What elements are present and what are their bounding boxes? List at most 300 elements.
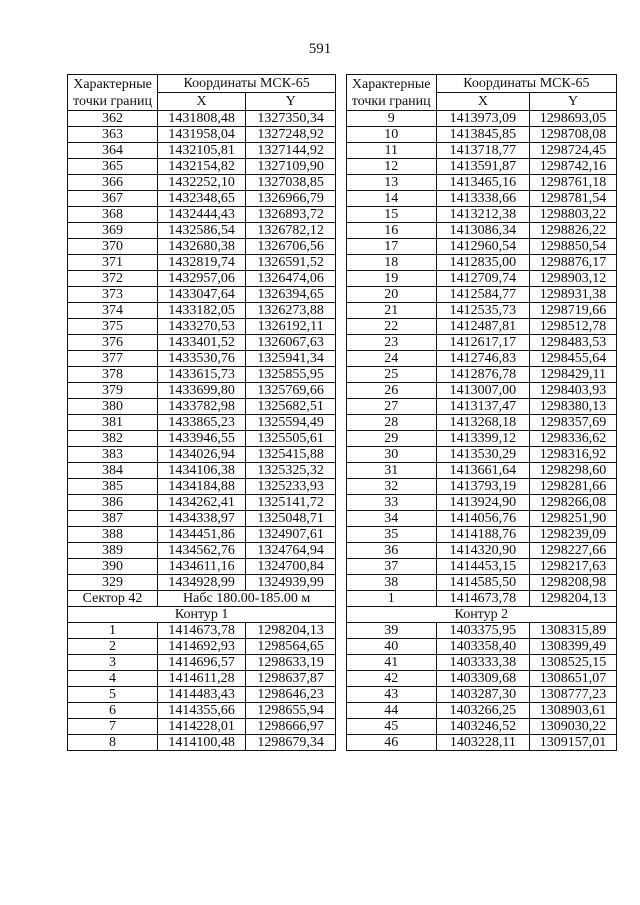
y-coordinate: 1325415,88 <box>246 447 336 463</box>
column-separator <box>336 351 346 367</box>
x-coordinate: 1433865,23 <box>158 415 246 431</box>
y-coordinate: 1327144,92 <box>246 143 336 159</box>
table-row <box>68 639 617 655</box>
x-coordinate: 1431958,04 <box>158 127 246 143</box>
y-coordinate: 1298512,78 <box>530 319 617 335</box>
column-separator <box>336 383 346 399</box>
column-separator <box>336 607 346 623</box>
column-separator <box>336 191 346 207</box>
y-coordinate: 1298693,05 <box>530 111 617 127</box>
x-coordinate: 1403228,11 <box>436 735 529 751</box>
y-coordinate: 1327038,85 <box>246 175 336 191</box>
point-number: 374 <box>68 303 158 319</box>
point-number: 25 <box>346 367 436 383</box>
y-coordinate: 1308399,49 <box>530 639 617 655</box>
point-number: 41 <box>346 655 436 671</box>
column-separator <box>336 111 346 127</box>
y-header-left: Y <box>246 93 336 111</box>
point-number: 46 <box>346 735 436 751</box>
point-number: 29 <box>346 431 436 447</box>
y-coordinate: 1298266,08 <box>530 495 617 511</box>
y-coordinate: 1298931,38 <box>530 287 617 303</box>
x-coordinate: 1434184,88 <box>158 479 246 495</box>
y-coordinate: 1298239,09 <box>530 527 617 543</box>
y-coordinate: 1298679,34 <box>246 735 336 751</box>
y-coordinate: 1326067,63 <box>246 335 336 351</box>
x-coordinate: 1413338,66 <box>436 191 529 207</box>
point-number: 43 <box>346 687 436 703</box>
point-number: 27 <box>346 399 436 415</box>
points-header-right: Характерные точки границ <box>346 75 436 111</box>
x-coordinate: 1433270,53 <box>158 319 246 335</box>
y-coordinate: 1326893,72 <box>246 207 336 223</box>
contour-row <box>68 607 617 623</box>
y-coordinate: 1326591,52 <box>246 255 336 271</box>
y-coordinate: 1298850,54 <box>530 239 617 255</box>
y-coordinate: 1298655,94 <box>246 703 336 719</box>
point-number: 389 <box>68 543 158 559</box>
point-number: 371 <box>68 255 158 271</box>
point-number: 378 <box>68 367 158 383</box>
points-header-left: Характерные точки границ <box>68 75 158 111</box>
point-number: 14 <box>346 191 436 207</box>
column-separator <box>336 255 346 271</box>
point-number: 36 <box>346 543 436 559</box>
table-row <box>68 495 617 511</box>
point-number: 370 <box>68 239 158 255</box>
column-separator <box>336 655 346 671</box>
table-row <box>68 335 617 351</box>
x-header-right: X <box>436 93 529 111</box>
table-row <box>68 703 617 719</box>
y-coordinate: 1325941,34 <box>246 351 336 367</box>
point-number: 363 <box>68 127 158 143</box>
point-number: 18 <box>346 255 436 271</box>
column-separator <box>336 159 346 175</box>
column-separator <box>336 415 346 431</box>
column-separator <box>336 287 346 303</box>
x-coordinate: 1434026,94 <box>158 447 246 463</box>
y-coordinate: 1308777,23 <box>530 687 617 703</box>
point-number: 379 <box>68 383 158 399</box>
point-number: 38 <box>346 575 436 591</box>
point-number: 30 <box>346 447 436 463</box>
column-separator <box>336 463 346 479</box>
x-coordinate: 1431808,48 <box>158 111 246 127</box>
point-number: 376 <box>68 335 158 351</box>
column-separator <box>336 495 346 511</box>
x-coordinate: 1413845,85 <box>436 127 529 143</box>
coordinates-table <box>67 74 617 751</box>
y-coordinate: 1298483,53 <box>530 335 617 351</box>
y-coordinate: 1298876,17 <box>530 255 617 271</box>
column-separator <box>336 543 346 559</box>
x-coordinate: 1414100,48 <box>158 735 246 751</box>
x-coordinate: 1434262,41 <box>158 495 246 511</box>
y-coordinate: 1298633,19 <box>246 655 336 671</box>
x-coordinate: 1414483,43 <box>158 687 246 703</box>
point-number: 367 <box>68 191 158 207</box>
y-coordinate: 1298227,66 <box>530 543 617 559</box>
x-coordinate: 1414673,78 <box>436 591 529 607</box>
table-row <box>68 415 617 431</box>
column-separator <box>336 335 346 351</box>
table-row <box>68 511 617 527</box>
point-number: 390 <box>68 559 158 575</box>
table-row <box>68 207 617 223</box>
x-coordinate: 1434106,38 <box>158 463 246 479</box>
x-coordinate: 1413793,19 <box>436 479 529 495</box>
table-row <box>68 527 617 543</box>
y-coordinate: 1298204,13 <box>530 591 617 607</box>
x-coordinate: 1414188,76 <box>436 527 529 543</box>
point-number: 380 <box>68 399 158 415</box>
table-row <box>68 143 617 159</box>
point-number: 16 <box>346 223 436 239</box>
table-row <box>68 463 617 479</box>
x-coordinate: 1414355,66 <box>158 703 246 719</box>
y-coordinate: 1324764,94 <box>246 543 336 559</box>
y-coordinate: 1325769,66 <box>246 383 336 399</box>
x-coordinate: 1413007,00 <box>436 383 529 399</box>
column-separator <box>336 671 346 687</box>
table-row <box>68 719 617 735</box>
x-coordinate: 1403309,68 <box>436 671 529 687</box>
table-row <box>68 559 617 575</box>
x-coordinate: 1433182,05 <box>158 303 246 319</box>
column-separator <box>336 175 346 191</box>
x-coordinate: 1403287,30 <box>436 687 529 703</box>
y-coordinate: 1325594,49 <box>246 415 336 431</box>
table-body <box>68 111 617 751</box>
y-coordinate: 1308903,61 <box>530 703 617 719</box>
y-coordinate: 1325141,72 <box>246 495 336 511</box>
table-row <box>68 399 617 415</box>
x-coordinate: 1413212,38 <box>436 207 529 223</box>
y-coordinate: 1325233,93 <box>246 479 336 495</box>
x-coordinate: 1414320,90 <box>436 543 529 559</box>
x-coordinate: 1432819,74 <box>158 255 246 271</box>
x-coordinate: 1412487,81 <box>436 319 529 335</box>
y-coordinate: 1326394,65 <box>246 287 336 303</box>
x-coordinate: 1413086,34 <box>436 223 529 239</box>
y-coordinate: 1326273,88 <box>246 303 336 319</box>
y-coordinate: 1298708,08 <box>530 127 617 143</box>
table-row <box>68 671 617 687</box>
x-coordinate: 1412584,77 <box>436 287 529 303</box>
point-number: 40 <box>346 639 436 655</box>
page-number: 591 <box>308 41 332 57</box>
point-number: 13 <box>346 175 436 191</box>
y-coordinate: 1298781,54 <box>530 191 617 207</box>
column-separator <box>336 719 346 735</box>
column-separator <box>336 703 346 719</box>
point-number: 387 <box>68 511 158 527</box>
point-number: 17 <box>346 239 436 255</box>
column-separator <box>336 559 346 575</box>
point-number: 366 <box>68 175 158 191</box>
column-separator <box>336 447 346 463</box>
x-coordinate: 1434451,86 <box>158 527 246 543</box>
point-number: 6 <box>68 703 158 719</box>
point-number: 39 <box>346 623 436 639</box>
table-row <box>68 655 617 671</box>
x-coordinate: 1413924,90 <box>436 495 529 511</box>
point-number: 19 <box>346 271 436 287</box>
x-coordinate: 1414692,93 <box>158 639 246 655</box>
x-coordinate: 1434562,76 <box>158 543 246 559</box>
table-row <box>68 319 617 335</box>
point-number: 8 <box>68 735 158 751</box>
x-coordinate: 1414673,78 <box>158 623 246 639</box>
point-number: 24 <box>346 351 436 367</box>
y-coordinate: 1298357,69 <box>530 415 617 431</box>
contour-label-right: Контур 2 <box>346 607 616 623</box>
y-coordinate: 1298217,63 <box>530 559 617 575</box>
column-separator <box>336 527 346 543</box>
y-coordinate: 1298826,22 <box>530 223 617 239</box>
y-coordinate: 1308651,07 <box>530 671 617 687</box>
y-coordinate: 1298724,45 <box>530 143 617 159</box>
point-number: 44 <box>346 703 436 719</box>
column-separator <box>336 143 346 159</box>
point-number: 35 <box>346 527 436 543</box>
x-header-left: X <box>158 93 246 111</box>
y-coordinate: 1324907,61 <box>246 527 336 543</box>
point-number: 12 <box>346 159 436 175</box>
x-coordinate: 1433782,98 <box>158 399 246 415</box>
x-coordinate: 1434928,99 <box>158 575 246 591</box>
point-number: 26 <box>346 383 436 399</box>
point-number: 4 <box>68 671 158 687</box>
column-separator <box>336 367 346 383</box>
x-coordinate: 1414453,15 <box>436 559 529 575</box>
point-number: 9 <box>346 111 436 127</box>
x-coordinate: 1432252,10 <box>158 175 246 191</box>
point-number: 11 <box>346 143 436 159</box>
table-row <box>68 223 617 239</box>
y-coordinate: 1298281,66 <box>530 479 617 495</box>
x-coordinate: 1413661,64 <box>436 463 529 479</box>
y-coordinate: 1326966,79 <box>246 191 336 207</box>
point-number: 381 <box>68 415 158 431</box>
column-separator <box>336 511 346 527</box>
table-row <box>68 159 617 175</box>
y-coordinate: 1298719,66 <box>530 303 617 319</box>
x-coordinate: 1403358,40 <box>436 639 529 655</box>
coords-header-right: Координаты МСК-65 <box>436 75 616 93</box>
point-number: 7 <box>68 719 158 735</box>
point-number: 377 <box>68 351 158 367</box>
point-number: 15 <box>346 207 436 223</box>
table-row <box>68 191 617 207</box>
x-coordinate: 1413591,87 <box>436 159 529 175</box>
table-row <box>68 687 617 703</box>
y-coordinate: 1298803,22 <box>530 207 617 223</box>
point-number: 364 <box>68 143 158 159</box>
x-coordinate: 1413530,29 <box>436 447 529 463</box>
point-number: 383 <box>68 447 158 463</box>
point-number: 31 <box>346 463 436 479</box>
sector-note: Набс 180.00-185.00 м <box>158 591 336 607</box>
column-separator <box>336 223 346 239</box>
table-header <box>68 75 617 111</box>
contour-label-left: Контур 1 <box>68 607 336 623</box>
y-coordinate: 1325048,71 <box>246 511 336 527</box>
sector-label: Сектор 42 <box>68 591 158 607</box>
point-number: 5 <box>68 687 158 703</box>
column-separator <box>336 591 346 607</box>
point-number: 22 <box>346 319 436 335</box>
x-coordinate: 1414228,01 <box>158 719 246 735</box>
y-coordinate: 1298251,90 <box>530 511 617 527</box>
table-row <box>68 239 617 255</box>
y-coordinate: 1298742,16 <box>530 159 617 175</box>
y-coordinate: 1298316,92 <box>530 447 617 463</box>
table-row <box>68 431 617 447</box>
x-coordinate: 1412709,74 <box>436 271 529 287</box>
column-separator <box>336 399 346 415</box>
y-coordinate: 1298208,98 <box>530 575 617 591</box>
point-number: 386 <box>68 495 158 511</box>
point-number: 369 <box>68 223 158 239</box>
y-coordinate: 1327350,34 <box>246 111 336 127</box>
column-separator <box>336 431 346 447</box>
column-separator <box>336 639 346 655</box>
x-coordinate: 1403375,95 <box>436 623 529 639</box>
y-coordinate: 1298564,65 <box>246 639 336 655</box>
x-coordinate: 1414056,76 <box>436 511 529 527</box>
table-row <box>68 271 617 287</box>
x-coordinate: 1414585,50 <box>436 575 529 591</box>
y-coordinate: 1298903,12 <box>530 271 617 287</box>
column-separator <box>336 75 346 111</box>
y-coordinate: 1308315,89 <box>530 623 617 639</box>
table-row <box>68 575 617 591</box>
column-separator <box>336 127 346 143</box>
x-coordinate: 1412876,78 <box>436 367 529 383</box>
x-coordinate: 1433530,76 <box>158 351 246 367</box>
y-coordinate: 1298336,62 <box>530 431 617 447</box>
point-number: 21 <box>346 303 436 319</box>
point-number: 23 <box>346 335 436 351</box>
x-coordinate: 1413399,12 <box>436 431 529 447</box>
point-number: 373 <box>68 287 158 303</box>
x-coordinate: 1434338,97 <box>158 511 246 527</box>
column-separator <box>336 479 346 495</box>
y-coordinate: 1325325,32 <box>246 463 336 479</box>
x-coordinate: 1413268,18 <box>436 415 529 431</box>
column-separator <box>336 575 346 591</box>
table-row <box>68 351 617 367</box>
y-coordinate: 1324700,84 <box>246 559 336 575</box>
coords-header-left: Координаты МСК-65 <box>158 75 336 93</box>
point-number: 34 <box>346 511 436 527</box>
point-number: 372 <box>68 271 158 287</box>
table-row <box>68 175 617 191</box>
point-number: 388 <box>68 527 158 543</box>
column-separator <box>336 303 346 319</box>
table-row <box>68 383 617 399</box>
table-row <box>68 447 617 463</box>
y-coordinate: 1298204,13 <box>246 623 336 639</box>
x-coordinate: 1433047,64 <box>158 287 246 303</box>
x-coordinate: 1403246,52 <box>436 719 529 735</box>
y-coordinate: 1326782,12 <box>246 223 336 239</box>
point-number: 33 <box>346 495 436 511</box>
x-coordinate: 1412535,73 <box>436 303 529 319</box>
x-coordinate: 1433699,80 <box>158 383 246 399</box>
y-coordinate: 1298637,87 <box>246 671 336 687</box>
x-coordinate: 1414611,28 <box>158 671 246 687</box>
y-coordinate: 1309030,22 <box>530 719 617 735</box>
column-separator <box>336 687 346 703</box>
y-coordinate: 1327248,92 <box>246 127 336 143</box>
x-coordinate: 1433401,52 <box>158 335 246 351</box>
y-coordinate: 1308525,15 <box>530 655 617 671</box>
point-number: 384 <box>68 463 158 479</box>
point-number: 45 <box>346 719 436 735</box>
x-coordinate: 1413718,77 <box>436 143 529 159</box>
x-coordinate: 1413465,16 <box>436 175 529 191</box>
x-coordinate: 1432105,81 <box>158 143 246 159</box>
point-number: 1 <box>68 623 158 639</box>
point-number: 375 <box>68 319 158 335</box>
column-separator <box>336 207 346 223</box>
point-number: 382 <box>68 431 158 447</box>
y-coordinate: 1298761,18 <box>530 175 617 191</box>
y-coordinate: 1327109,90 <box>246 159 336 175</box>
table-row <box>68 287 617 303</box>
x-coordinate: 1432444,43 <box>158 207 246 223</box>
y-coordinate: 1298646,23 <box>246 687 336 703</box>
y-coordinate: 1309157,01 <box>530 735 617 751</box>
point-number: 368 <box>68 207 158 223</box>
x-coordinate: 1432957,06 <box>158 271 246 287</box>
y-coordinate: 1324939,99 <box>246 575 336 591</box>
y-coordinate: 1298380,13 <box>530 399 617 415</box>
table-row <box>68 735 617 751</box>
y-coordinate: 1326706,56 <box>246 239 336 255</box>
x-coordinate: 1412960,54 <box>436 239 529 255</box>
table-row <box>68 367 617 383</box>
table-row <box>68 543 617 559</box>
y-header-right: Y <box>530 93 617 111</box>
point-number: 10 <box>346 127 436 143</box>
point-number: 32 <box>346 479 436 495</box>
x-coordinate: 1433946,55 <box>158 431 246 447</box>
table-row <box>68 255 617 271</box>
point-number: 20 <box>346 287 436 303</box>
point-number: 385 <box>68 479 158 495</box>
column-separator <box>336 271 346 287</box>
point-number: 329 <box>68 575 158 591</box>
x-coordinate: 1433615,73 <box>158 367 246 383</box>
y-coordinate: 1298298,60 <box>530 463 617 479</box>
point-number: 1 <box>346 591 436 607</box>
table-row <box>68 127 617 143</box>
y-coordinate: 1298429,11 <box>530 367 617 383</box>
y-coordinate: 1326192,11 <box>246 319 336 335</box>
table-row <box>68 303 617 319</box>
table-row <box>68 111 617 127</box>
y-coordinate: 1325682,51 <box>246 399 336 415</box>
x-coordinate: 1403333,38 <box>436 655 529 671</box>
point-number: 2 <box>68 639 158 655</box>
point-number: 37 <box>346 559 436 575</box>
point-number: 365 <box>68 159 158 175</box>
x-coordinate: 1414696,57 <box>158 655 246 671</box>
